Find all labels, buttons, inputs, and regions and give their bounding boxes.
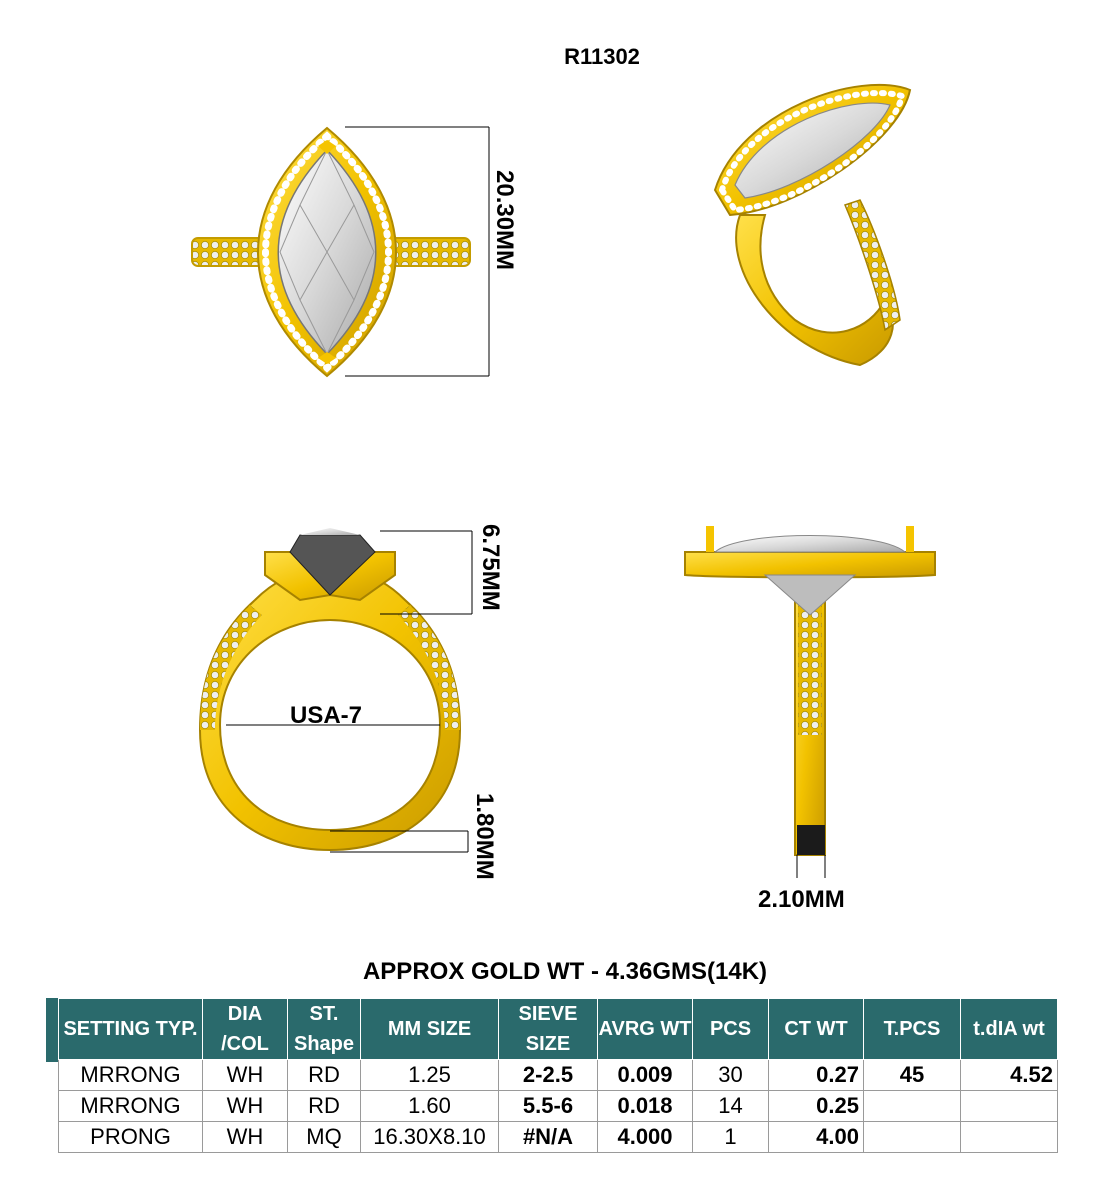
cell-ct-wt: 0.27 <box>769 1060 864 1091</box>
col-mm-size: MM SIZE <box>361 999 499 1060</box>
height-dimension: 6.75MM <box>477 524 504 611</box>
marquise-stone <box>715 536 905 553</box>
stone-table <box>300 528 360 535</box>
prong <box>706 526 714 552</box>
cell-sieve: 5.5-6 <box>499 1091 598 1122</box>
shank-section <box>797 825 825 855</box>
cell-setting: PRONG <box>59 1122 203 1153</box>
cell-shape: RD <box>288 1091 361 1122</box>
cell-shape: RD <box>288 1060 361 1091</box>
perspective-view <box>715 85 910 365</box>
cell-pcs: 30 <box>693 1060 769 1091</box>
col-sieve-size: SIEVE SIZE <box>499 999 598 1060</box>
col-avg-weight: AVRG WT <box>598 999 693 1060</box>
cell-ct-wt: 0.25 <box>769 1091 864 1122</box>
cell-avg-wt: 4.000 <box>598 1122 693 1153</box>
table-row <box>59 1091 1058 1122</box>
cell-total-dia-wt <box>961 1122 1058 1153</box>
col-ct-weight: CT WT <box>769 999 864 1060</box>
cell-sieve: 2-2.5 <box>499 1060 598 1091</box>
halo <box>685 552 935 577</box>
cell-avg-wt: 0.018 <box>598 1091 693 1122</box>
cell-shape: MQ <box>288 1122 361 1153</box>
cell-setting: MRRONG <box>59 1060 203 1091</box>
cell-dia-col: WH <box>203 1091 288 1122</box>
cell-pcs: 14 <box>693 1091 769 1122</box>
col-setting-type: SETTING TYP. <box>59 999 203 1060</box>
cell-total-pcs <box>864 1122 961 1153</box>
cell-total-dia-wt: 4.52 <box>961 1060 1058 1091</box>
table-stub <box>46 998 58 1062</box>
shank-width-dimension: 2.10MM <box>758 886 845 913</box>
cell-ct-wt: 4.00 <box>769 1122 864 1153</box>
cell-sieve: #N/A <box>499 1122 598 1153</box>
cell-mm-size: 16.30X8.10 <box>361 1122 499 1153</box>
cell-dia-col: WH <box>203 1122 288 1153</box>
cell-pcs: 1 <box>693 1122 769 1153</box>
side-view <box>685 526 935 878</box>
shank-thickness-dimension: 1.80MM <box>471 793 498 880</box>
cell-total-pcs <box>864 1091 961 1122</box>
front-view <box>200 528 472 852</box>
prong <box>906 526 914 552</box>
col-total-pcs: T.PCS <box>864 999 961 1060</box>
col-pcs: PCS <box>693 999 769 1060</box>
col-dia-col: DIA /COL <box>203 999 288 1060</box>
design-code: R11302 <box>564 44 640 69</box>
stone-specs-table <box>58 998 1058 1153</box>
table-row <box>59 1122 1058 1153</box>
length-dimension: 20.30MM <box>491 170 518 271</box>
table-header-row <box>59 999 1058 1060</box>
cell-total-dia-wt <box>961 1091 1058 1122</box>
stone-pavilion <box>765 575 855 615</box>
col-stone-shape: ST. Shape <box>288 999 361 1060</box>
table-row <box>59 1060 1058 1091</box>
cell-setting: MRRONG <box>59 1091 203 1122</box>
cell-total-pcs: 45 <box>864 1060 961 1091</box>
gold-weight: APPROX GOLD WT - 4.36GMS(14K) <box>362 958 768 985</box>
cell-mm-size: 1.25 <box>361 1060 499 1091</box>
cell-avg-wt: 0.009 <box>598 1060 693 1091</box>
col-total-dia-weight: t.dIA wt <box>961 999 1058 1060</box>
top-view <box>192 127 489 376</box>
cell-dia-col: WH <box>203 1060 288 1091</box>
ring-size-label: USA-7 <box>290 702 363 729</box>
cell-mm-size: 1.60 <box>361 1091 499 1122</box>
shank-pave <box>845 200 900 330</box>
